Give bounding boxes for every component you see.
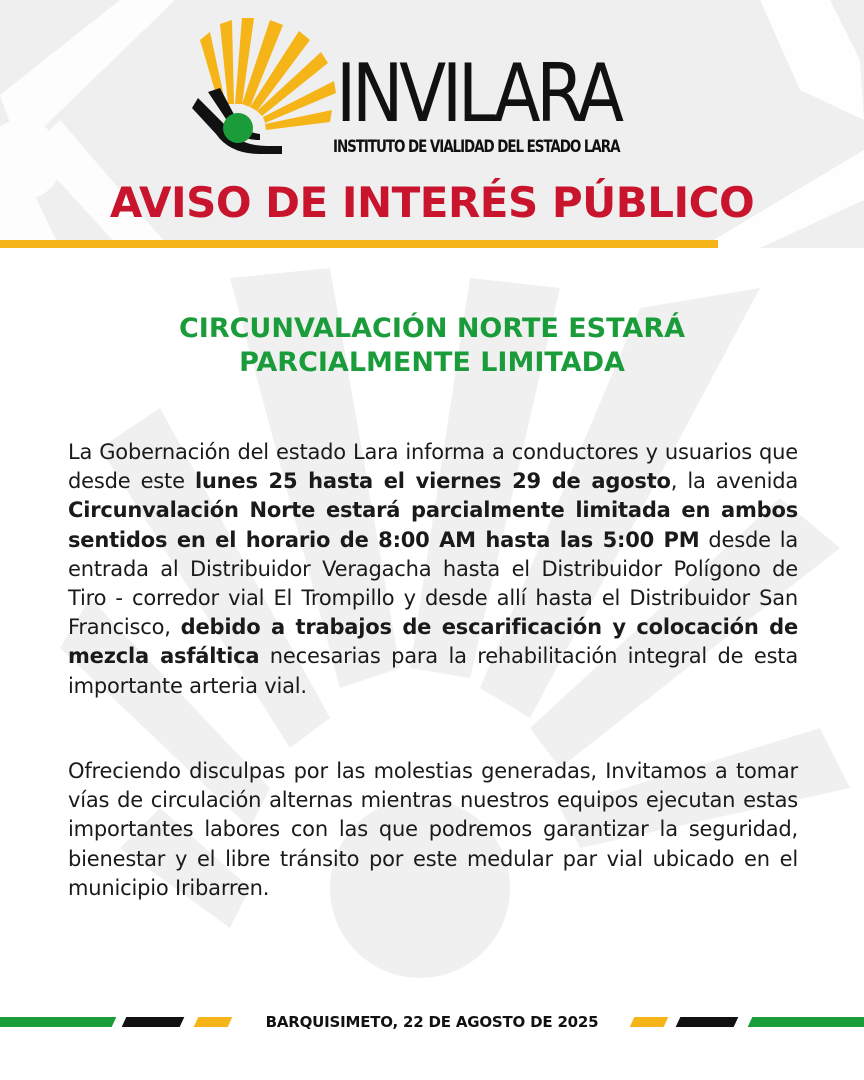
footer-stripe-green-right: [748, 1017, 864, 1027]
body-paragraph-2: Ofreciendo disculpas por las molestias generadas, Invitamos a tomar vías de circulación alternas mientras nuestros equipos ejecutan estas importantes labores con las que podremos garantizar la seguridad, bienestar y el libre tránsito por este medular par vial ubicado en el municipio Iribarren.: [68, 759, 798, 900]
body-paragraph-1: [68, 438, 798, 701]
notice-title: AVISO DE INTERÉS PÚBLICO: [109, 178, 755, 227]
paragraph-text: necesarias para la rehabilitación integral de esta importante arteria vial.: [68, 644, 799, 698]
footer-stripe-black-left: [122, 1017, 185, 1027]
paragraph-bold-text: lunes 25 hasta el viernes 29 de agosto: [194, 469, 671, 494]
footer-stripe-green-left: [0, 1017, 116, 1027]
paragraph-bold-text: Circunvalación Norte estará parcialmente limitada en ambos sentidos en el horario de 8:00 AM hasta las 5:00 PM: [68, 498, 798, 552]
paragraph-text: La Gobernación del estado Lara informa a conductores y usuarios que desde este: [68, 440, 798, 494]
paragraph-text: , la avenida: [670, 469, 798, 494]
footer-stripe-yellow-left: [194, 1017, 233, 1027]
brand-name: INVILARA: [336, 47, 620, 140]
paragraph-text: desde la entrada al Distribuidor Veragacha hasta el Distribuidor Polígono de Tiro - corredor vial El Trompillo y desde allí hasta el Distribuidor San Francisco,: [68, 527, 798, 640]
paragraph-bold-text: debido a trabajos de escarificación y colocación de mezcla asfáltica: [68, 615, 798, 669]
sunburst-road-logo: [190, 18, 340, 158]
brand-subtitle: INSTITUTO DE VIALIDAD DEL ESTADO LARA: [333, 137, 620, 157]
title-underline: [0, 240, 718, 248]
footer-stripe-black-right: [676, 1017, 739, 1027]
headline: CIRCUNVALACIÓN NORTE ESTARÁ PARCIALMENTE LIMITADA: [178, 313, 686, 378]
footer-stripe-yellow-right: [630, 1017, 669, 1027]
footer-date: BARQUISIMETO, 22 DE AGOSTO DE 2025: [265, 1013, 599, 1031]
